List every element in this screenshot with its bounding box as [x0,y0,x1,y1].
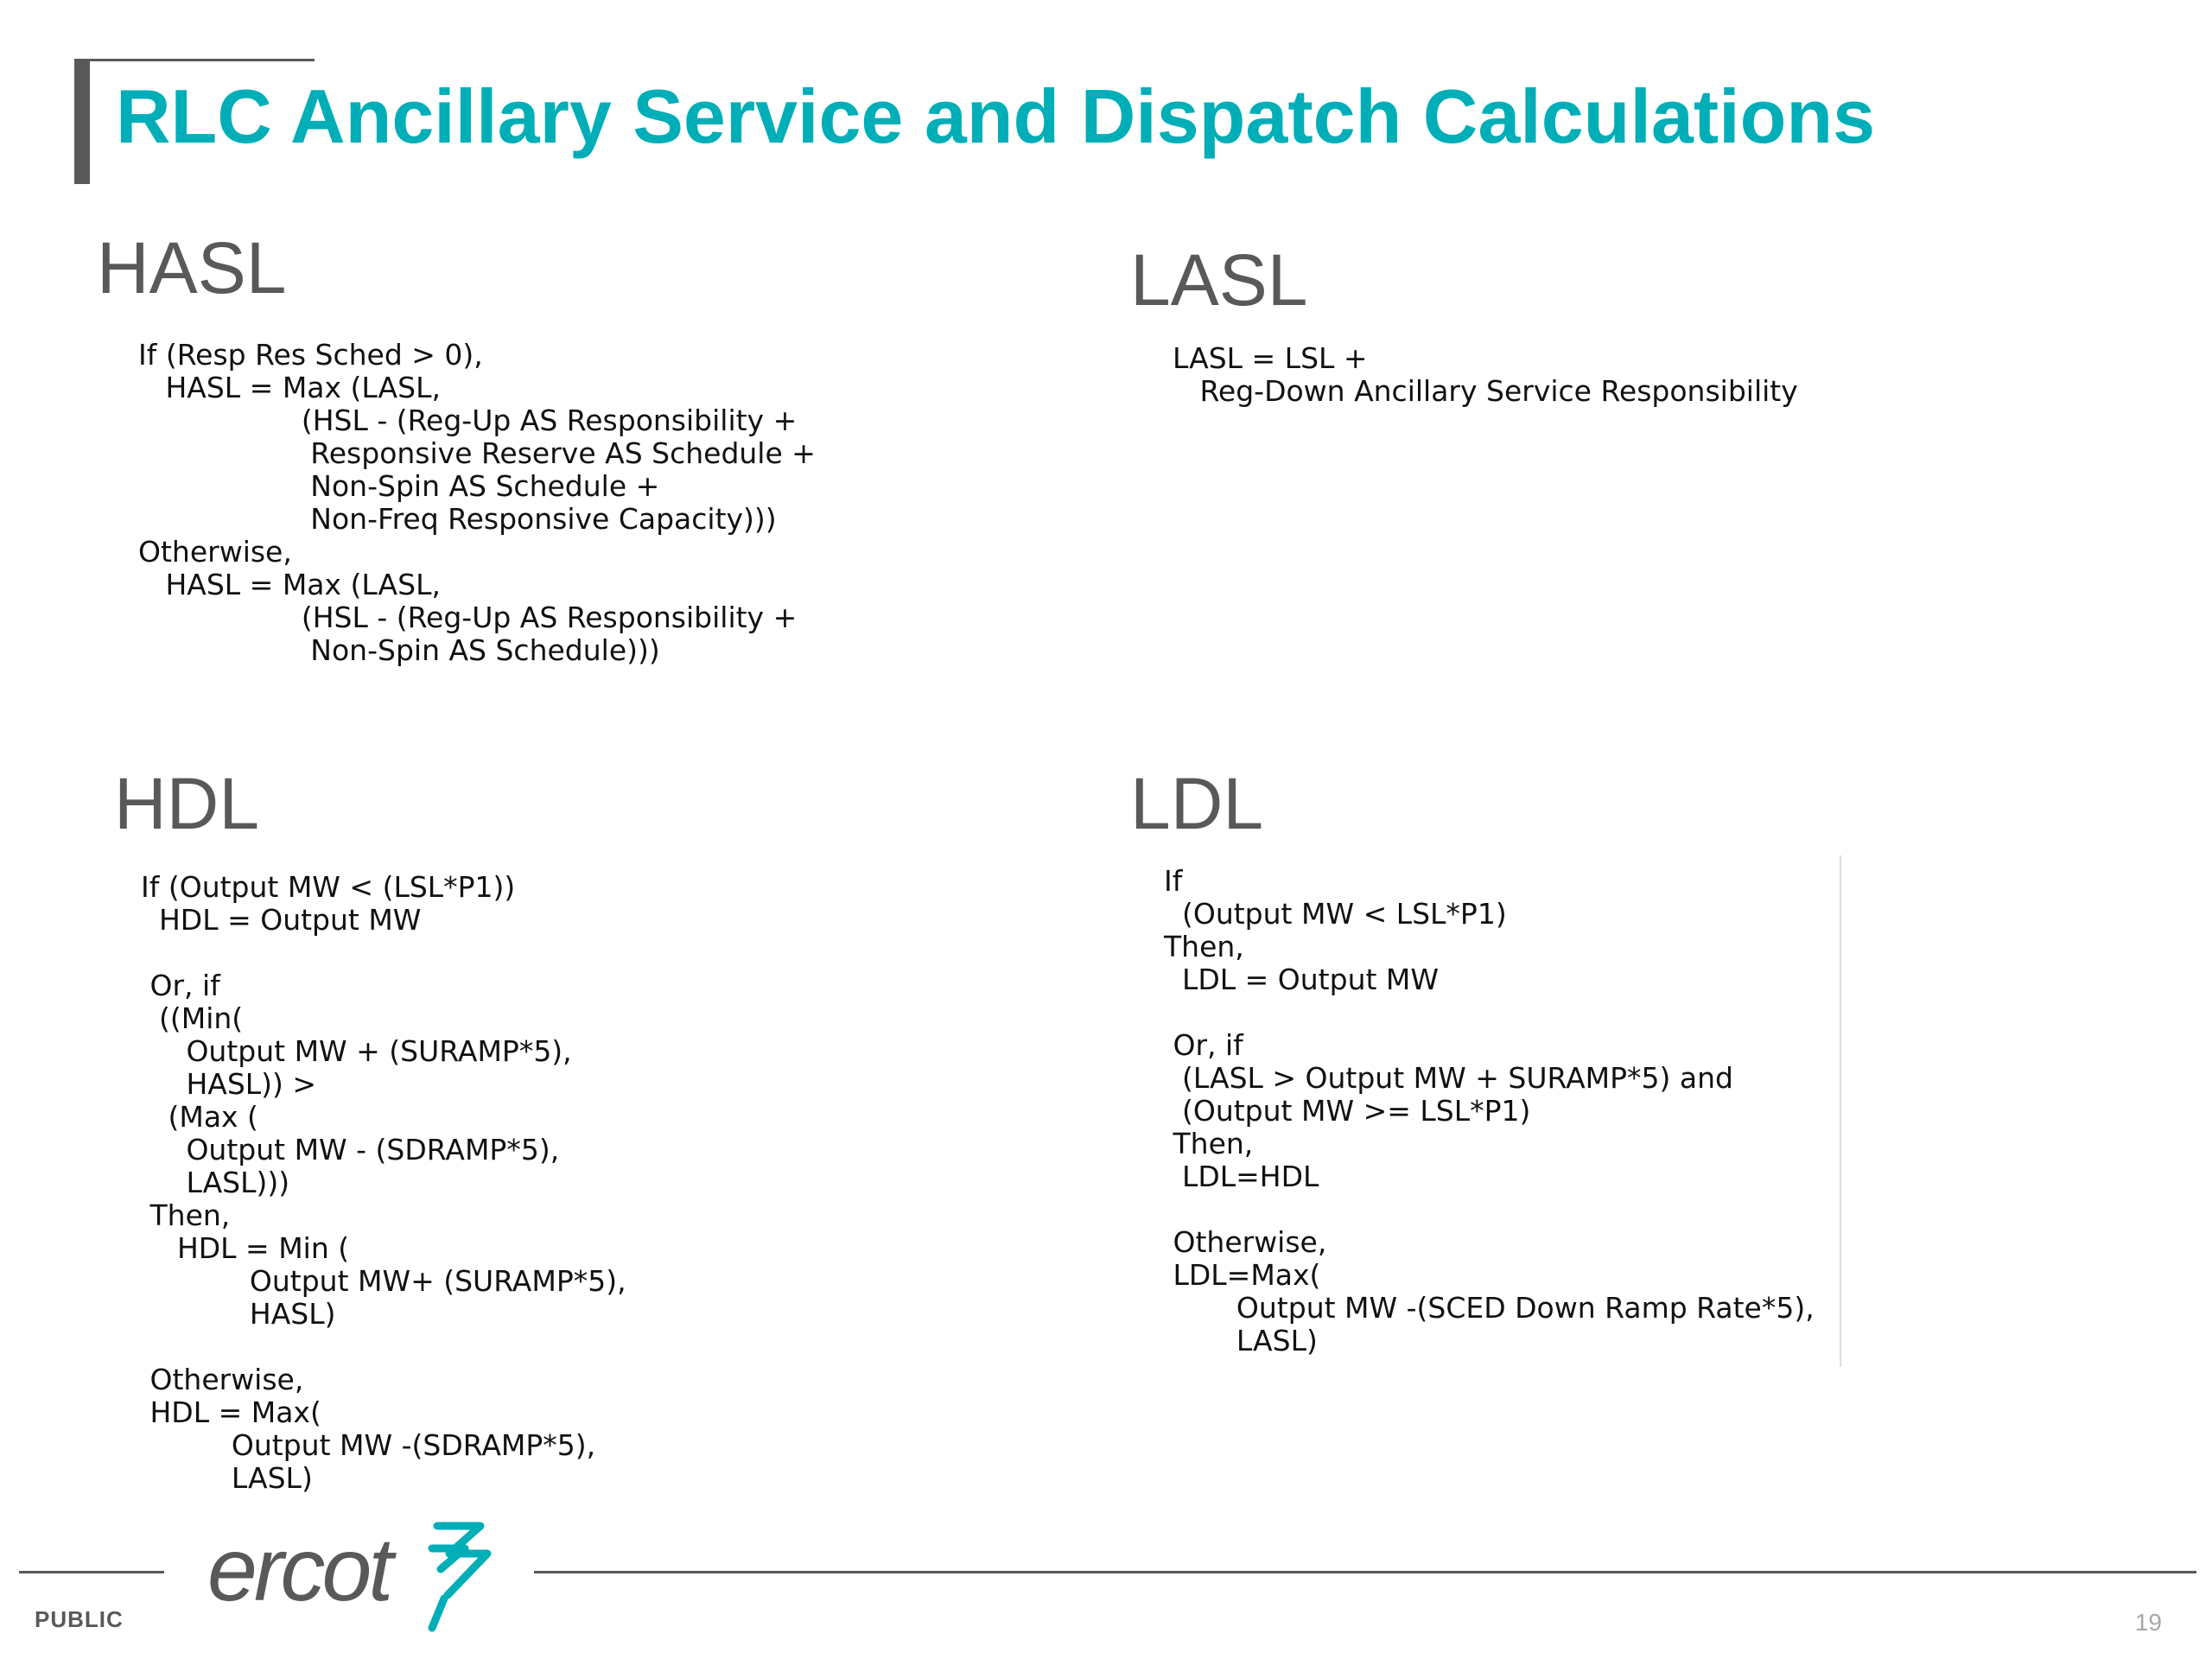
logo-wordmark: ercot [207,1520,391,1620]
lightning-icon [432,1526,487,1628]
hdl-formula: If (Output MW < (LSL*P1)) HDL = Output MW Or, if ((Min( Output MW + (SURAMP*5), HASL)) > (Max ( Output MW - (SDRAMP*5), LASL))) Then, HDL = Min ( Output MW+ (SURAMP*5), HASL) Otherwise, HDL = Max( Output MW -(SDRAMP*5), LASL) [141,870,626,1495]
footer-rule-right [534,1571,2196,1573]
title-accent-bar [74,59,90,184]
footer-rule-left [19,1571,164,1573]
ldl-heading: LDL [1130,763,1264,844]
title-accent-line [74,59,315,61]
classification-label: PUBLIC [35,1606,124,1632]
hasl-formula: If (Resp Res Sched > 0), HASL = Max (LASL, (HSL - (Reg-Up AS Responsibility + Responsive Reserve AS Schedule + Non-Spin AS Schedule + Non-Freq Responsive Capacity))) Otherwise, HASL = Max (LASL, (HSL - (Reg-Up AS Responsibility + Non-Spin AS Schedule))) [138,338,816,667]
ldl-divider [1840,855,1841,1367]
hasl-heading: HASL [97,227,287,308]
lasl-formula: LASL = LSL + Reg-Down Ancillary Service Responsibility [1173,341,1798,408]
ercot-logo [206,1512,499,1633]
ldl-formula: If (Output MW < LSL*P1) Then, LDL = Output MW Or, if (LASL > Output MW + SURAMP*5) and (Output MW >= LSL*P1) Then, LDL=HDL Otherwise, LDL=Max( Output MW -(SCED Down Ramp Rate*5), LASL) [1164,864,1815,1357]
page-number: 19 [2134,1609,2162,1636]
lasl-heading: LASL [1130,239,1308,321]
hdl-heading: HDL [114,763,260,844]
slide-title: RLC Ancillary Service and Dispatch Calculations [116,73,1876,159]
